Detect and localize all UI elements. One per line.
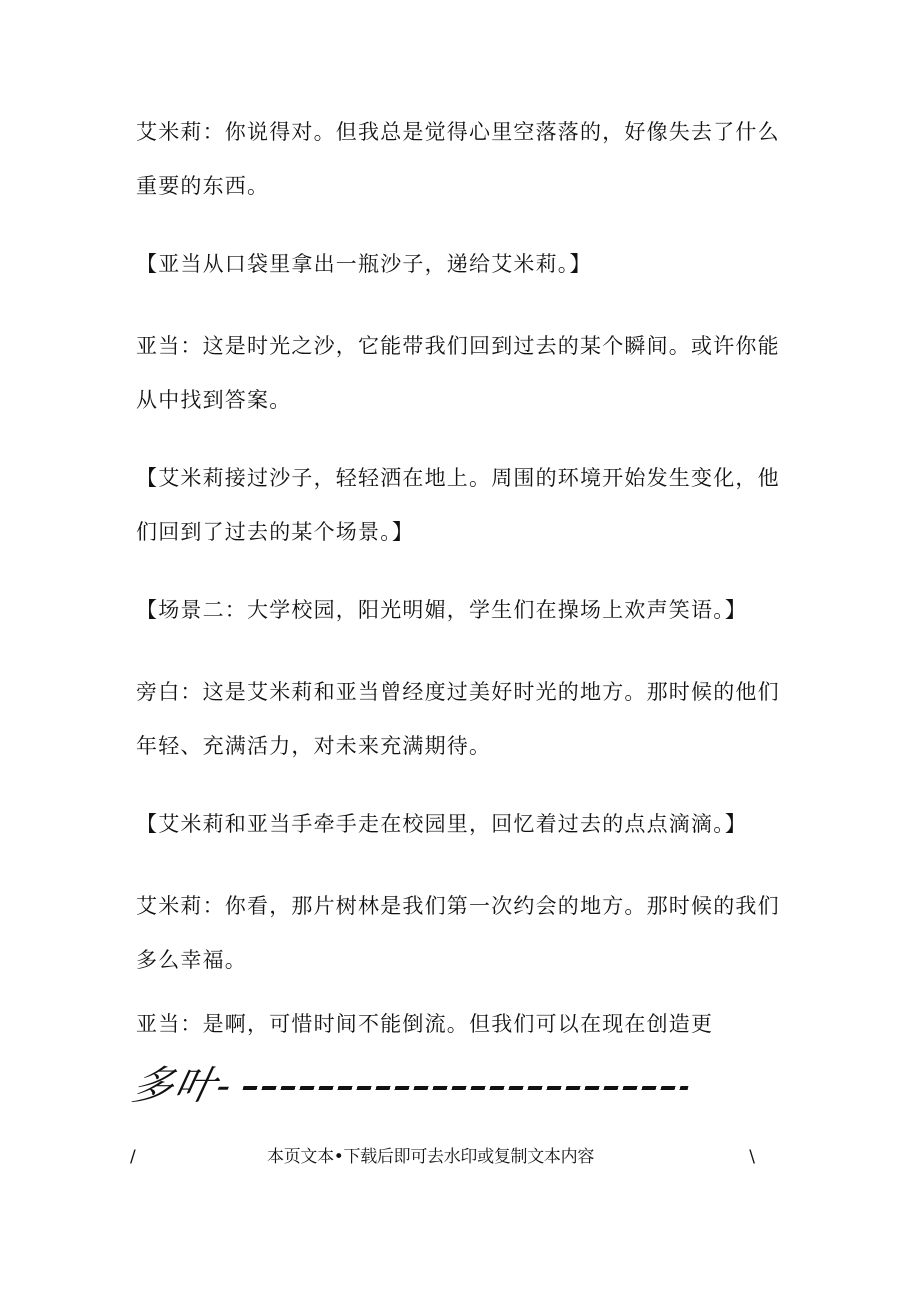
stage-direction-campus-walk: 【艾米莉和亚当手牵手走在校园里，回忆着过去的点点滴滴。】 <box>136 812 748 836</box>
footer-right-mark: \ <box>749 1147 755 1167</box>
narration-line: 旁白：这是艾米莉和亚当曾经度过美好时光的地方。那时候的他们年轻、充满活力，对未来充满期待。 <box>136 680 780 758</box>
stage-direction-adam-sand: 【亚当从口袋里拿出一瓶沙子，递给艾米莉。】 <box>136 252 592 276</box>
scene-heading-two: 【场景二：大学校园，阳光明媚，学生们在操场上欢声笑语。】 <box>136 598 748 622</box>
paragraph-adam-line-2: 亚当：是啊，可惜时间不能倒流。但我们可以在现在创造更 <box>136 1012 714 1036</box>
paragraph-emily-line-1: 艾米莉：你说得对。但我总是觉得心里空落落的，好像失去了什么重要的东西。 <box>136 120 780 198</box>
handwritten-dash-line <box>243 1086 689 1090</box>
footer-left-mark: / <box>130 1147 136 1167</box>
download-footer <box>130 1142 755 1172</box>
stage-direction-emily-sand: 【艾米莉接过沙子，轻轻洒在地上。周围的环境开始发生变化，他们回到了过去的某个场景。】 <box>136 466 780 544</box>
paragraph-emily-line-2: 艾米莉：你看，那片树林是我们第一次约会的地方。那时候的我们多么幸福。 <box>136 894 780 972</box>
paragraph-adam-line-1: 亚当：这是时光之沙，它能带我们回到过去的某个瞬间。或许你能从中找到答案。 <box>136 334 780 412</box>
handwritten-text: 多叶- <box>128 1063 238 1109</box>
footer-watermark-notice[interactable]: 本页文本•下载后即可去水印或复制文本内容 <box>267 1147 595 1167</box>
handwritten-continuation <box>128 1058 703 1118</box>
